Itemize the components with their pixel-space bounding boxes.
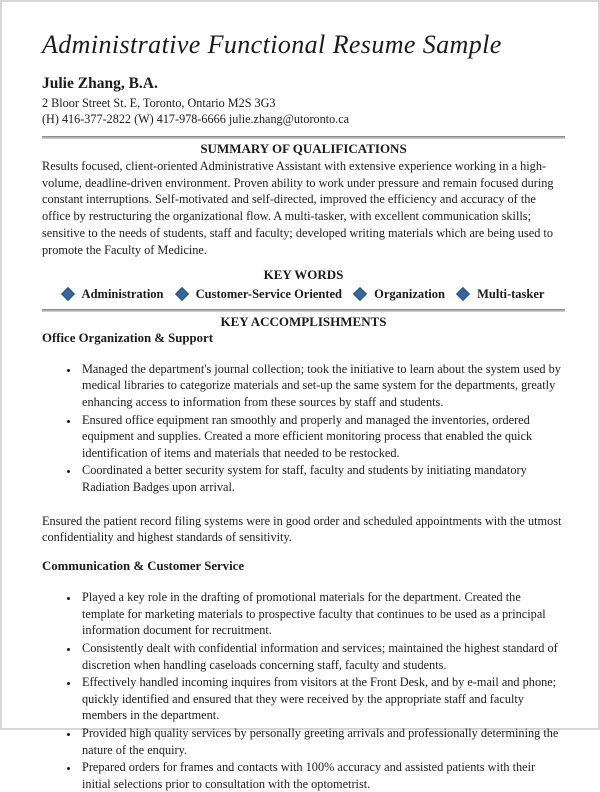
diamond-icon — [456, 287, 470, 301]
section-divider — [42, 136, 565, 139]
keyword-item — [355, 287, 445, 301]
keywords-row — [42, 287, 565, 302]
communication-bullet-list — [42, 589, 565, 792]
bullet-item: • Ensured office equipment ran smoothly and properly and managed the inventories, ordered equipment and supplies. Created a more efficient monitoring process that enabled the quick identification of items and materials that needed to be restocked. — [79, 412, 565, 462]
bullet-item: • Consistently dealt with confidential information and services; maintained the highest standard of discretion when handling caseloads concerning staff, faculty and students. — [79, 640, 565, 673]
keyword-label: Customer-Service Oriented — [195, 286, 342, 301]
contact-phone-email: (H) 416-377-2822 (W) 417-978-6666 julie.zhang@utoronto.ca — [42, 111, 350, 126]
document-title: Administrative Functional Resume Sample — [42, 30, 502, 59]
contact-block — [42, 75, 565, 128]
communication-subheading: Communication & Customer Service — [42, 559, 244, 574]
bullet-item: • Provided high quality services by personally greeting arrivals and professionally determining the nature of the enquiry. — [79, 725, 565, 758]
section-communication-customer-service — [42, 559, 565, 792]
bullet-item: • Played a key role in the drafting of promotional materials for the department. Created the template for marketing materials to prospective faculty that continues to be used as a principal information document for recruitment. — [79, 589, 565, 639]
office-subheading: Office Organization & Support — [42, 330, 213, 345]
section-divider — [42, 309, 565, 312]
accomplishments-heading: KEY ACCOMPLISHMENTS — [220, 313, 387, 329]
bullet-item: • Coordinated a better security system for staff, faculty and students by initiating mandatory Radiation Badges upon arrival. — [79, 462, 565, 495]
bullet-item: • Effectively handled incoming inquires from visitors at the Front Desk, and by e-mail and phone; quickly identified and ensured that they were received by the appropriate staff and faculty members in the department. — [79, 674, 565, 724]
keyword-item — [177, 287, 342, 301]
keyword-item — [63, 287, 164, 301]
keyword-item — [458, 287, 544, 301]
keyword-label: Administration — [81, 286, 164, 301]
section-office-organization — [42, 331, 565, 546]
contact-address: 2 Bloor Street St. E, Toronto, Ontario M2S 3G3 — [42, 96, 276, 110]
bullet-item: • Managed the department's journal collection; took the initiative to learn about the system used by medical libraries to categorize materials and set-up the same system for the departments, greatly enhancing access to information from these sources by staff and students. — [79, 361, 565, 411]
diamond-icon — [353, 287, 367, 301]
bullet-item: • Prepared orders for frames and contacts with 100% accuracy and assisted patients with their initial selections prior to consultation with the optometrist. — [79, 759, 565, 792]
office-bullet-list — [42, 361, 565, 496]
summary-text: Results focused, client-oriented Administrative Assistant with extensive experience working in a high-volume, deadline-driven environment. Proven ability to work under pressure and remain focused during constant interruptions. Self-motivated and self-directed, improved the efficiency and accuracy of the office by restructuring the organizational flow. A multi-tasker, with excellent communication skills; sensitive to the needs of students, staff and faculty; developed writing materials which are being used to promote the Faculty of Medicine. — [42, 158, 554, 257]
keyword-label: Multi-tasker — [477, 286, 545, 301]
keyword-label: Organization — [374, 286, 445, 301]
diamond-icon — [60, 287, 74, 301]
office-closing-paragraph: Ensured the patient record filing systems were in good order and scheduled appointments with the utmost confidentiality and highest standards of sensitivity. — [42, 513, 562, 545]
diamond-icon — [175, 287, 189, 301]
keywords-heading: KEY WORDS — [263, 266, 344, 282]
contact-name: Julie Zhang, B.A. — [42, 75, 158, 92]
summary-heading: SUMMARY OF QUALIFICATIONS — [200, 140, 407, 156]
